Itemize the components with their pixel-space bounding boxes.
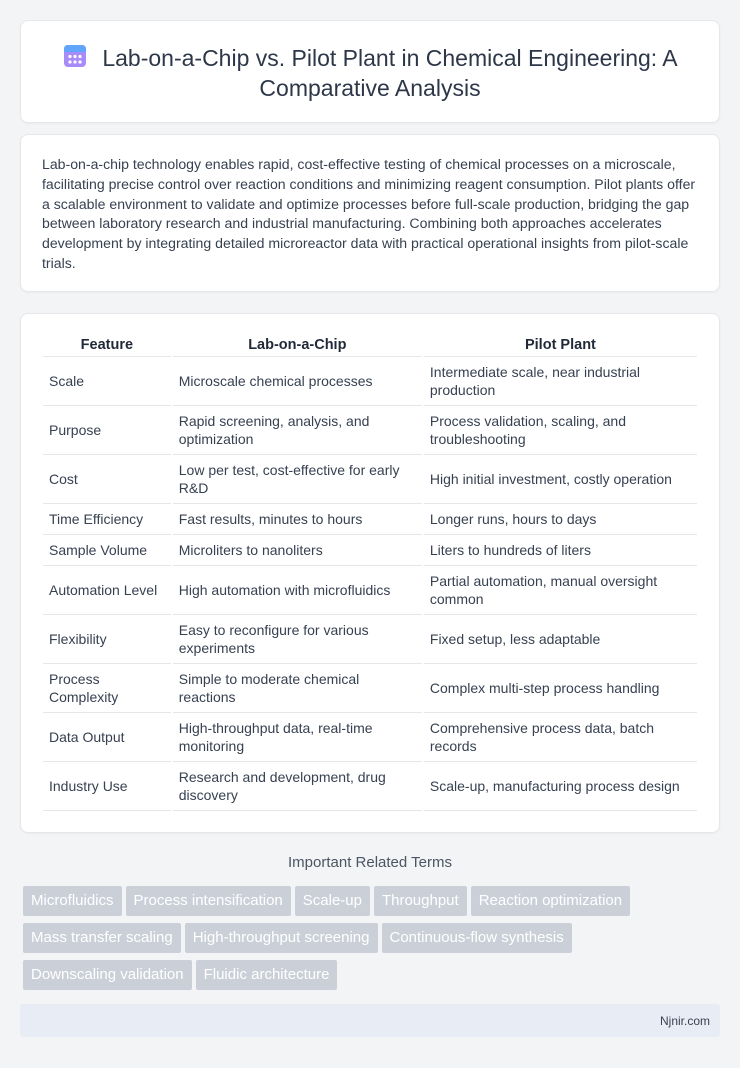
pilot-plant-cell: Liters to hundreds of liters — [424, 535, 697, 566]
table-row — [43, 566, 697, 615]
tag-continuous-flow-synthesis[interactable]: Continuous-flow synthesis — [382, 923, 572, 953]
related-terms-list — [23, 886, 723, 997]
pilot-plant-cell: Partial automation, manual oversight common — [424, 566, 697, 615]
table-row — [43, 455, 697, 504]
calculator-icon — [62, 43, 88, 69]
feature-cell: Time Efficiency — [43, 504, 171, 535]
pilot-plant-cell: Comprehensive process data, batch records — [424, 713, 697, 762]
feature-cell: Sample Volume — [43, 535, 171, 566]
pilot-plant-cell: High initial investment, costly operation — [424, 455, 697, 504]
table-row — [43, 713, 697, 762]
lab-on-a-chip-cell: Easy to reconfigure for various experiments — [173, 615, 422, 664]
header-pilot-plant: Pilot Plant — [424, 336, 697, 357]
feature-cell: Process Complexity — [43, 664, 171, 713]
feature-cell: Purpose — [43, 406, 171, 455]
lab-on-a-chip-cell: Microscale chemical processes — [173, 357, 422, 406]
tag-downscaling-validation[interactable]: Downscaling validation — [23, 960, 192, 990]
page-title-wrap — [21, 43, 719, 103]
comparison-table-card — [20, 313, 720, 833]
pilot-plant-cell: Complex multi-step process handling — [424, 664, 697, 713]
tag-fluidic-architecture[interactable]: Fluidic architecture — [196, 960, 338, 990]
feature-cell: Data Output — [43, 713, 171, 762]
lab-on-a-chip-cell: Fast results, minutes to hours — [173, 504, 422, 535]
lab-on-a-chip-cell: Simple to moderate chemical reactions — [173, 664, 422, 713]
table-row — [43, 406, 697, 455]
intro-card — [20, 134, 720, 292]
table-row — [43, 762, 697, 811]
lab-on-a-chip-cell: Rapid screening, analysis, and optimization — [173, 406, 422, 455]
feature-cell: Automation Level — [43, 566, 171, 615]
lab-on-a-chip-cell: Low per test, cost-effective for early R&D — [173, 455, 422, 504]
tag-mass-transfer-scaling[interactable]: Mass transfer scaling — [23, 923, 181, 953]
intro-paragraph: Lab-on-a-chip technology enables rapid, cost-effective testing of chemical processes on a microscale, facilitating precise control over reaction conditions and minimizing reagent consumption. Pilot plants offer a scalable environment to validate and optimize processes before full-scale production, bridging the gap between laboratory research and industrial manufacturing. Combining both approaches accelerates development by integrating detailed microreactor data with practical operational insights from pilot-scale trials. — [42, 156, 696, 271]
lab-on-a-chip-cell: High automation with microfluidics — [173, 566, 422, 615]
lab-on-a-chip-cell: Microliters to nanoliters — [173, 535, 422, 566]
table-row — [43, 615, 697, 664]
header-feature: Feature — [43, 336, 171, 357]
table-header-row — [43, 336, 697, 357]
feature-cell: Cost — [43, 455, 171, 504]
header-lab-on-a-chip: Lab-on-a-Chip — [173, 336, 422, 357]
footer-bar — [20, 1004, 720, 1037]
pilot-plant-cell: Longer runs, hours to days — [424, 504, 697, 535]
pilot-plant-cell: Intermediate scale, near industrial production — [424, 357, 697, 406]
tag-process-intensification[interactable]: Process intensification — [126, 886, 291, 916]
feature-cell: Flexibility — [43, 615, 171, 664]
lab-on-a-chip-cell: High-throughput data, real-time monitoring — [173, 713, 422, 762]
tag-throughput[interactable]: Throughput — [374, 886, 467, 916]
feature-cell: Industry Use — [43, 762, 171, 811]
tag-microfluidics[interactable]: Microfluidics — [23, 886, 122, 916]
tag-scale-up[interactable]: Scale-up — [295, 886, 370, 916]
footer-site-link[interactable]: Njnir.com — [659, 1014, 710, 1028]
table-row — [43, 504, 697, 535]
feature-cell: Scale — [43, 357, 171, 406]
page-title: Lab-on-a-Chip vs. Pilot Plant in Chemical Engineering: A Comparative Analysis — [102, 45, 678, 101]
related-terms-title: Important Related Terms — [288, 854, 452, 871]
tag-high-throughput-screening[interactable]: High-throughput screening — [185, 923, 378, 953]
tag-reaction-optimization[interactable]: Reaction optimization — [471, 886, 630, 916]
pilot-plant-cell: Fixed setup, less adaptable — [424, 615, 697, 664]
lab-on-a-chip-cell: Research and development, drug discovery — [173, 762, 422, 811]
pilot-plant-cell: Scale-up, manufacturing process design — [424, 762, 697, 811]
comparison-table — [41, 336, 699, 811]
pilot-plant-cell: Process validation, scaling, and troubleshooting — [424, 406, 697, 455]
table-row — [43, 535, 697, 566]
table-row — [43, 357, 697, 406]
table-row — [43, 664, 697, 713]
header-card — [20, 20, 720, 123]
